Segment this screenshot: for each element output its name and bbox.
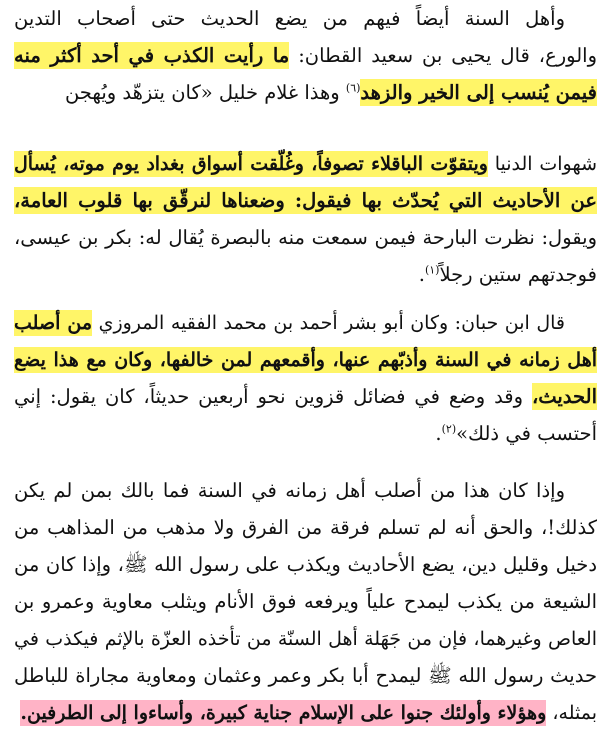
footnote-ref: (٢) (441, 422, 457, 436)
text-run: أحتسب في ذلك» (456, 422, 597, 445)
text-run: وقد وضع في فضائل قزوين نحو أربعين حديثاً، كان يقول: إني (14, 385, 532, 408)
highlighted-text: عن الأحاديث التي يُحدّث بها فيقول: وضعناها لنرقّق بها قلوب العامة، (14, 189, 597, 212)
text-line (14, 147, 597, 181)
text-line (14, 622, 597, 656)
text-run: والورع، قال يحيى بن سعيد القطان: (289, 44, 597, 67)
highlighted-text: ويتقوّت الباقلاء تصوفاً، وغُلّقت أسواق بغداد يوم موته، يُسأل (14, 153, 488, 175)
highlighted-text: وهؤلاء وأولئك جنوا على الإسلام جناية كبيرة، وأساءوا إلى الطرفين. (20, 702, 547, 724)
footnote-ref: (٦) (345, 81, 361, 95)
text-line (14, 2, 565, 36)
highlighted-text: أهل زمانه في السنة وأذبّهم عنها، وأقمعهم لمن خالفها، وكان مع هذا يضع (14, 349, 597, 371)
text-line (14, 696, 597, 730)
highlighted-text: فيمن يُنسب إلى الخير والزهد (360, 81, 597, 104)
text-run: بمثله، (546, 702, 597, 724)
text-run: دخيل وقليل دين، يضع الأحاديث ويكذب على رسول الله ﷺ، وإذا كان من (14, 553, 597, 576)
text-line (14, 306, 565, 340)
text-line (14, 659, 597, 693)
highlighted-text: من أصلب (14, 312, 93, 334)
text-run: فوجدتهم ستين رجلاً (439, 263, 597, 286)
footnote-ref: (١) (424, 263, 440, 277)
text-run: . (418, 263, 425, 286)
text-line (14, 474, 565, 508)
text-line (14, 258, 597, 292)
text-line (14, 417, 597, 451)
text-run: وأهل السنة أيضاً فيهم من يضع الحديث حتى أصحاب التدين (14, 7, 565, 30)
text-line (14, 221, 597, 255)
text-run: شهوات الدنيا (487, 153, 597, 175)
text-run: حديث رسول الله ﷺ ليمدح أبا بكر وعمر وعثمان ومعاوية مجاراة للباطل (14, 664, 597, 687)
text-run: ويقول: نظرت البارحة فيمن سمعت منه بالبصرة يُقال له: بكر بن عيسى، (14, 226, 597, 249)
highlighted-text: الحديث، (531, 385, 597, 408)
text-run: قال ابن حبان: وكان أبو بشر أحمد بن محمد الفقيه المروزي (92, 312, 565, 334)
text-run: . (435, 422, 442, 445)
highlighted-text: ما رأيت الكذب في أحد أكثر منه (14, 44, 290, 67)
text-run: الشيعة من يكذب ليمدح علياً ويرفعه فوق الأنام ويثلب معاوية وعمرو بن (14, 590, 597, 613)
text-line (14, 76, 597, 110)
text-run: كذلك!، والحق أنه لم تسلم فرقة من الفرق ولا مذهب من المذاهب من (14, 516, 597, 539)
text-line (14, 585, 597, 619)
text-line (14, 39, 597, 73)
text-line (14, 548, 597, 582)
text-line (14, 511, 597, 545)
text-run: وهذا غلام خليل «كان يتزهّد ويُهجن (64, 81, 346, 104)
text-run: العاص وغيرهما، فإن من جَهَلة أهل السنّة من تأخذه العزّة بالإثم فيكذب في (14, 628, 597, 650)
text-line (14, 343, 597, 377)
text-run: وإذا كان هذا من أصلب أهل زمانه في السنة فما بالك بمن لم يكن (14, 479, 565, 502)
text-line (14, 184, 597, 218)
text-line (14, 380, 597, 414)
